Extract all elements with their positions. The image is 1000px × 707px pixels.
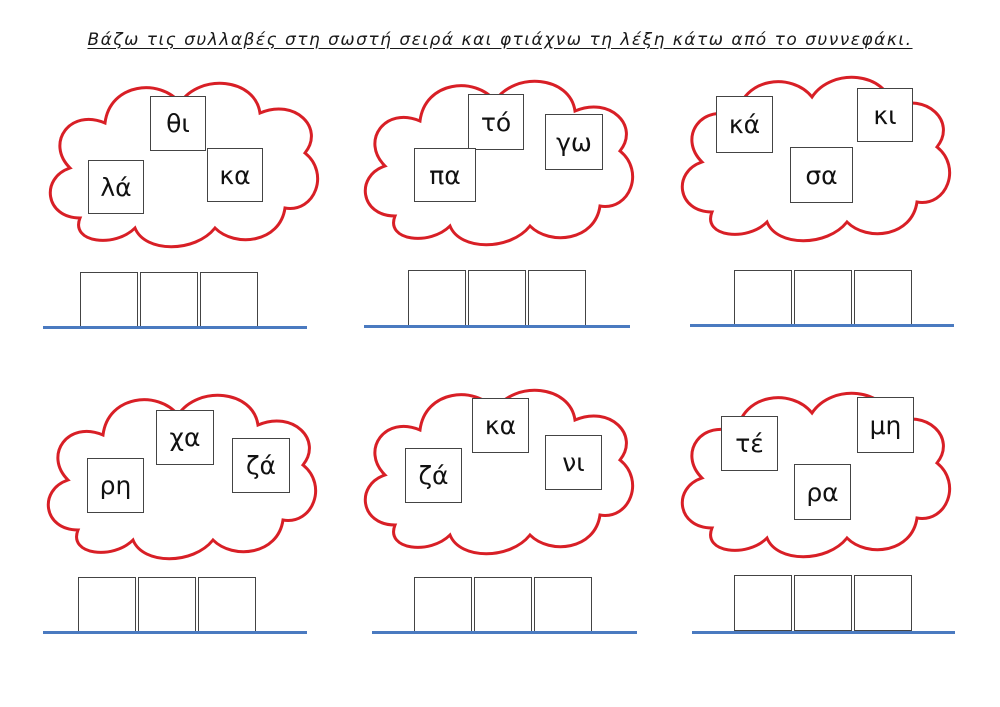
- answer-baseline: [43, 631, 307, 634]
- syllable-card[interactable]: θι: [150, 96, 206, 151]
- syllable-card[interactable]: γω: [545, 114, 603, 170]
- answer-baseline: [364, 325, 630, 328]
- answer-slot[interactable]: [140, 272, 198, 328]
- answer-slot[interactable]: [734, 575, 792, 631]
- answer-slot[interactable]: [414, 577, 472, 633]
- answer-slot[interactable]: [200, 272, 258, 328]
- syllable-card[interactable]: ρη: [87, 458, 144, 513]
- answer-slot[interactable]: [474, 577, 532, 633]
- answer-slot[interactable]: [78, 577, 136, 633]
- answer-slot[interactable]: [468, 270, 526, 326]
- syllable-card[interactable]: τέ: [721, 416, 778, 471]
- syllable-card[interactable]: ζά: [405, 448, 462, 503]
- answer-slot[interactable]: [854, 270, 912, 326]
- instruction-title: Βάζω τις συλλαβές στη σωστή σειρά και φτιάχνω τη λέξη κάτω από το συννεφάκι.: [87, 30, 913, 50]
- answer-baseline: [372, 631, 637, 634]
- syllable-card[interactable]: ζά: [232, 438, 290, 493]
- answer-baseline: [690, 324, 954, 327]
- answer-slot[interactable]: [854, 575, 912, 631]
- syllable-card[interactable]: μη: [857, 397, 914, 453]
- syllable-card[interactable]: κι: [857, 88, 913, 142]
- answer-slot[interactable]: [528, 270, 586, 326]
- syllable-card[interactable]: λά: [88, 160, 144, 214]
- syllable-card[interactable]: ρα: [794, 464, 851, 520]
- syllable-card[interactable]: κα: [472, 398, 529, 453]
- answer-slot[interactable]: [794, 575, 852, 631]
- answer-slot[interactable]: [534, 577, 592, 633]
- syllable-card[interactable]: χα: [156, 410, 214, 465]
- syllable-card[interactable]: τό: [468, 94, 524, 150]
- answer-slot[interactable]: [794, 270, 852, 326]
- answer-slot[interactable]: [138, 577, 196, 633]
- answer-slot[interactable]: [80, 272, 138, 328]
- answer-baseline: [43, 326, 307, 329]
- syllable-card[interactable]: νι: [545, 435, 602, 490]
- answer-slot[interactable]: [734, 270, 792, 326]
- answer-slot[interactable]: [408, 270, 466, 326]
- syllable-card[interactable]: κα: [207, 148, 263, 202]
- syllable-card[interactable]: πα: [414, 148, 476, 202]
- answer-slot[interactable]: [198, 577, 256, 633]
- syllable-card[interactable]: σα: [790, 147, 853, 203]
- syllable-card[interactable]: κά: [716, 96, 773, 153]
- answer-baseline: [692, 631, 955, 634]
